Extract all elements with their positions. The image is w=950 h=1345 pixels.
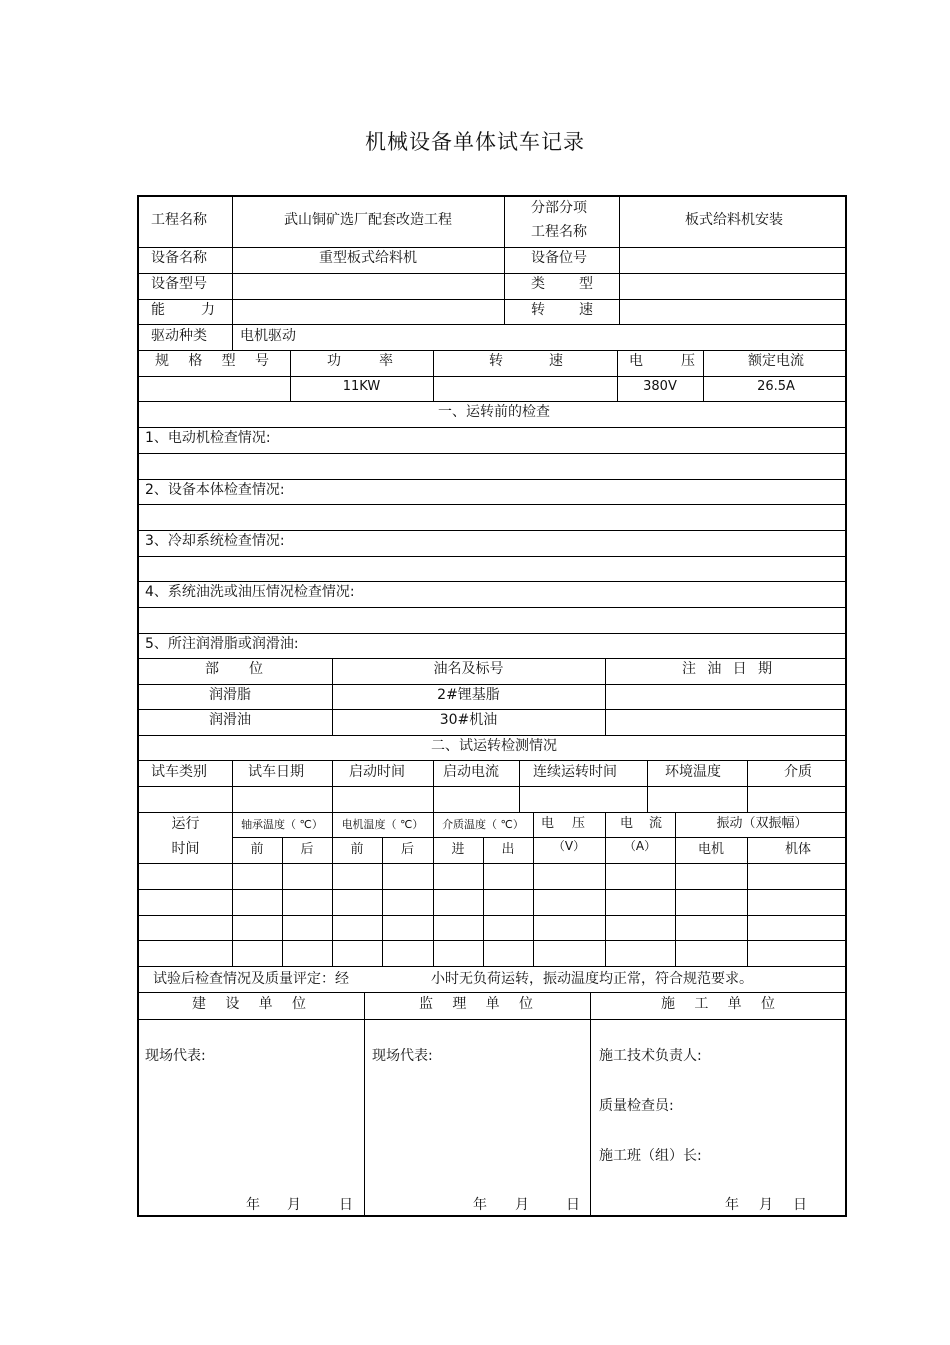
row-rule <box>139 607 845 608</box>
col-rule <box>533 812 534 966</box>
lube-part: 润滑脂 <box>209 687 251 703</box>
owner-date-day: 日 <box>339 1197 353 1213</box>
check-item-1: 1、电动机检查情况: <box>145 430 271 446</box>
team-lead-label: 施工班（组）长: <box>599 1148 702 1164</box>
row-rule <box>139 530 845 531</box>
row-rule <box>139 581 845 582</box>
row-rule <box>139 376 845 377</box>
trial-run-record-table <box>137 195 847 1217</box>
medium-out: 出 <box>501 842 515 857</box>
lube-part-label: 部 位 <box>205 661 263 677</box>
contractor-unit-label: 施 工 单 位 <box>661 996 775 1012</box>
row-rule <box>139 427 845 428</box>
row-rule <box>139 453 845 454</box>
owner-date-month: 月 <box>287 1197 301 1213</box>
section2-title: 二、试运转检测情况 <box>431 738 557 754</box>
equipment-position-label: 设备位号 <box>531 250 587 266</box>
row-rule <box>139 633 845 634</box>
voltage-unit: （V） <box>552 839 586 853</box>
row-rule <box>139 709 845 710</box>
bearing-temp-label: 轴承温度（ ℃） <box>241 818 323 831</box>
trial-type-label: 试车类别 <box>151 764 207 780</box>
sub-project-value: 板式给料机安装 <box>685 212 783 228</box>
col-rule <box>504 197 505 324</box>
col-rule <box>232 812 233 966</box>
row-rule <box>139 324 845 325</box>
row-rule <box>139 889 845 890</box>
voltage-label: 电 压 <box>541 816 585 831</box>
capacity-label: 能 力 <box>151 302 215 318</box>
owner-unit-label: 建 设 单 位 <box>192 996 306 1012</box>
supervisor-date-day: 日 <box>566 1197 580 1213</box>
start-current-label: 启动电流 <box>443 764 499 780</box>
section1-title: 一、运转前的检查 <box>438 404 550 420</box>
sub-project-label: 工程名称 <box>531 224 587 240</box>
ambient-temp-label: 环境温度 <box>665 764 721 780</box>
row-rule <box>139 479 845 480</box>
run-time-label: 运行 <box>171 816 200 832</box>
row-rule <box>139 684 845 685</box>
row-rule <box>139 273 845 274</box>
bearing-before: 前 <box>250 842 264 857</box>
project-name-label: 工程名称 <box>151 212 207 228</box>
row-rule <box>139 992 845 993</box>
check-item-2: 2、设备本体检查情况: <box>145 482 285 498</box>
sub-project-label: 分部分项 <box>531 200 587 216</box>
motor-temp-label: 电机温度（ ℃） <box>341 818 424 831</box>
row-rule <box>139 786 845 787</box>
lube-date-label: 注 油 日 期 <box>682 661 772 677</box>
spec-power-value: 11KW <box>342 379 381 394</box>
vibration-label: 振动（双振幅） <box>716 816 808 831</box>
supervisor-site-rep: 现场代表: <box>372 1048 433 1064</box>
row-rule <box>139 350 845 351</box>
bearing-after: 后 <box>300 842 314 857</box>
drive-type-label: 驱动种类 <box>151 328 207 344</box>
row-rule <box>139 299 845 300</box>
spec-rated-current-label: 额定电流 <box>748 353 804 369</box>
spec-voltage-value: 380V <box>643 379 677 394</box>
spec-power-label: 功 率 <box>327 353 393 369</box>
evaluation-label: 试验后检查情况及质量评定：经 <box>153 971 349 987</box>
check-item-5: 5、所注润滑脂或润滑油: <box>145 636 299 652</box>
motor-before: 前 <box>350 842 364 857</box>
col-rule <box>332 812 333 966</box>
row-rule <box>139 735 845 736</box>
continuous-time-label: 连续运转时间 <box>533 764 617 780</box>
col-rule <box>647 760 648 812</box>
col-rule <box>433 350 434 401</box>
supervisor-unit-label: 监 理 单 位 <box>419 996 533 1012</box>
contractor-date-month: 月 <box>759 1197 773 1213</box>
row-rule <box>139 247 845 248</box>
vibration-machine: 机体 <box>784 842 811 857</box>
lube-oil: 30#机油 <box>439 712 498 728</box>
row-rule <box>139 915 845 916</box>
owner-site-rep: 现场代表: <box>145 1048 206 1064</box>
col-rule <box>590 992 591 1217</box>
col-rule <box>364 992 365 1217</box>
equipment-model-label: 设备型号 <box>151 276 207 292</box>
project-name-value: 武山铜矿选厂配套改造工程 <box>284 212 452 228</box>
lube-oil-label: 油名及标号 <box>433 661 504 677</box>
col-rule <box>433 760 434 812</box>
col-rule <box>232 324 233 350</box>
trial-date-label: 试车日期 <box>248 764 304 780</box>
row-rule <box>139 760 845 761</box>
spec-voltage-label: 电 压 <box>629 353 695 369</box>
current-label: 电 流 <box>620 816 662 831</box>
check-item-4: 4、系统油洗或油压情况检查情况: <box>145 584 355 600</box>
col-rule <box>605 812 606 966</box>
row-rule <box>232 837 845 838</box>
equipment-name-value: 重型板式给料机 <box>319 250 417 266</box>
current-unit: （A） <box>623 839 657 853</box>
row-rule <box>139 966 845 967</box>
start-time-label: 启动时间 <box>349 764 405 780</box>
row-rule <box>139 1019 845 1020</box>
spec-speed-label: 转 速 <box>489 353 563 369</box>
owner-date-year: 年 <box>246 1197 260 1213</box>
tech-lead-label: 施工技术负责人: <box>599 1048 702 1064</box>
row-rule <box>139 401 845 402</box>
row-rule <box>139 556 845 557</box>
medium-temp-label: 介质温度（ ℃） <box>442 818 524 831</box>
medium-label: 介质 <box>784 764 812 780</box>
spec-model-label: 规 格 型 号 <box>155 353 269 369</box>
drive-type-value: 电机驱动 <box>240 328 296 344</box>
run-time-label: 时间 <box>171 841 200 857</box>
row-rule <box>139 504 845 505</box>
qc-label: 质量检查员: <box>599 1098 674 1114</box>
page-title: 机械设备单体试车记录 <box>365 130 585 154</box>
lube-oil: 2#锂基脂 <box>437 687 500 703</box>
evaluation-text: 小时无负荷运转，振动温度均正常，符合规范要求。 <box>431 971 753 987</box>
row-rule <box>139 658 845 659</box>
row-rule <box>139 812 845 813</box>
col-rule <box>433 812 434 966</box>
contractor-date-year: 年 <box>725 1197 739 1213</box>
col-rule <box>675 812 676 966</box>
contractor-date-day: 日 <box>793 1197 807 1213</box>
row-rule <box>139 940 845 941</box>
col-rule <box>232 760 233 812</box>
col-rule <box>332 760 333 812</box>
supervisor-date-year: 年 <box>473 1197 487 1213</box>
col-rule <box>605 658 606 735</box>
col-rule <box>519 760 520 812</box>
medium-in: 进 <box>451 842 465 857</box>
supervisor-date-month: 月 <box>515 1197 529 1213</box>
check-item-3: 3、冷却系统检查情况: <box>145 533 285 549</box>
speed-label: 转 速 <box>531 302 593 318</box>
motor-after: 后 <box>400 842 414 857</box>
lube-part: 润滑油 <box>209 712 251 728</box>
vibration-motor: 电机 <box>697 842 724 857</box>
row-rule <box>139 863 845 864</box>
type-label: 类 型 <box>531 276 593 292</box>
equipment-name-label: 设备名称 <box>151 250 207 266</box>
spec-rated-current-value: 26.5A <box>757 379 795 394</box>
